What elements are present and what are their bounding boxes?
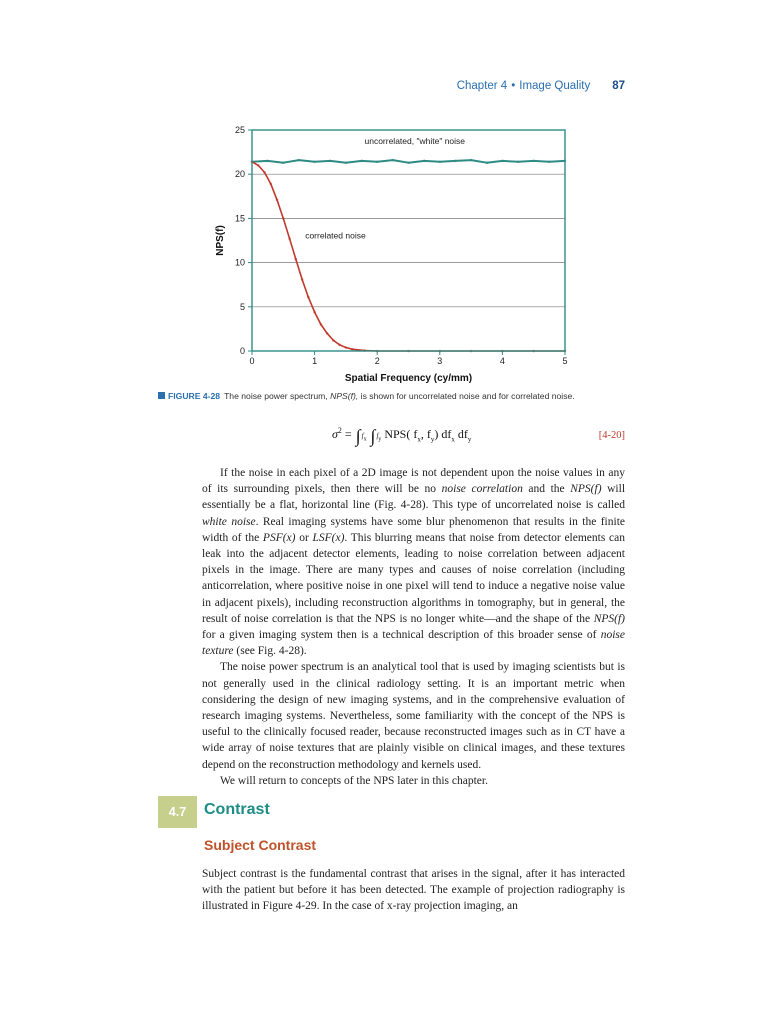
paragraph-1 bbox=[202, 465, 625, 659]
eq-dfx-idx: x bbox=[451, 435, 455, 444]
data-point bbox=[313, 311, 316, 314]
data-point bbox=[454, 160, 457, 163]
data-point bbox=[295, 258, 298, 261]
eq-body: NPS( f bbox=[384, 427, 418, 441]
p1-g: . Real imaging systems have some blur phenomenon that results in the finite width of the bbox=[202, 515, 625, 544]
eq-sub-x bbox=[361, 432, 367, 443]
data-point bbox=[532, 160, 535, 163]
eq-end: ) df bbox=[434, 427, 452, 441]
eq-integral-x: ∫ bbox=[355, 426, 361, 446]
chart-grid bbox=[252, 174, 565, 307]
p1-b: noise correlation bbox=[441, 483, 523, 496]
p1-h: PSF(x) bbox=[262, 531, 296, 544]
caption-marker-icon bbox=[158, 392, 165, 399]
x-tick-label: 4 bbox=[499, 356, 505, 366]
eq-sub-y-f: f bbox=[376, 432, 379, 440]
eq-sub-y bbox=[376, 432, 382, 443]
data-point bbox=[276, 199, 279, 202]
x-tick-label: 1 bbox=[312, 356, 318, 366]
body-text-upper bbox=[202, 465, 625, 789]
figure-label: FIGURE 4-28 bbox=[168, 391, 221, 401]
eq-sub-x-idx: x bbox=[363, 436, 367, 443]
figure-caption bbox=[158, 391, 628, 401]
eq-sub-x-f: f bbox=[361, 432, 364, 440]
x-tick-label: 0 bbox=[249, 356, 255, 366]
chart-series bbox=[251, 159, 567, 352]
y-tick-label: 0 bbox=[239, 346, 245, 356]
data-point bbox=[486, 161, 489, 164]
p1-o: (see Fig. 4-28). bbox=[233, 645, 307, 658]
data-point bbox=[517, 161, 520, 164]
eq-dfy-idx: y bbox=[467, 435, 472, 444]
data-point bbox=[351, 348, 354, 351]
paragraph-4: Subject contrast is the fundamental contrast that arises in the signal, after it has interacted with the patient but before it has been detected. The example of projection radiography is illustrated in Figure 4-29. In the case of x-ray projection imaging, an bbox=[202, 868, 625, 913]
data-point bbox=[270, 183, 273, 186]
page-number: 87 bbox=[612, 80, 625, 92]
paragraph-2: The noise power spectrum is an analytical tool that is used by imaging scientists but is not generally used in the clinical radiology setting. It is an important metric when considering the design of new imaging systems, and in the comprehensive evaluation of research imaging systems. Nevertheless, some familiarity with the concept of the NPS is useful to the clinically focused reader, because reconstructed images such as in CT have a wide array of noise textures that are plainly visible on clinical images, and these textures depend on the reconstruction methodology and kernels used. bbox=[202, 661, 625, 771]
paragraph-3: We will return to concepts of the NPS later in this chapter. bbox=[220, 774, 488, 787]
nps-chart bbox=[205, 118, 585, 388]
eq-sub-y-idx: y bbox=[378, 436, 382, 443]
data-point bbox=[501, 160, 504, 163]
running-header bbox=[457, 80, 625, 92]
caption-term: NPS(f), bbox=[330, 391, 359, 401]
data-point bbox=[307, 296, 310, 299]
subsection-title: Subject Contrast bbox=[204, 837, 317, 853]
data-point bbox=[360, 160, 363, 163]
eq-fx-idx: x bbox=[417, 435, 421, 444]
p1-l: NPS(f) bbox=[593, 612, 625, 625]
data-point bbox=[345, 346, 348, 349]
x-tick-label: 2 bbox=[374, 356, 380, 366]
data-point bbox=[407, 161, 410, 164]
y-tick-label: 10 bbox=[234, 257, 245, 268]
data-point bbox=[439, 161, 442, 164]
equation-4-20 bbox=[332, 426, 471, 447]
eq-comma: , f bbox=[420, 427, 431, 441]
data-point bbox=[257, 164, 260, 167]
data-point bbox=[326, 332, 329, 335]
body-text-lower bbox=[202, 866, 625, 915]
p1-e: will essentially be a flat, horizontal line (Fig. 4-28). This type of uncorrelated noise is called bbox=[202, 483, 626, 512]
eq-sigma: σ bbox=[332, 427, 338, 441]
p1-n: noise texture bbox=[202, 629, 625, 658]
y-tick-label: 25 bbox=[234, 125, 245, 135]
y-tick-label: 20 bbox=[234, 169, 245, 180]
data-point bbox=[345, 161, 348, 164]
chart-annotation: correlated noise bbox=[305, 230, 366, 241]
eq-sup: 2 bbox=[337, 426, 342, 435]
p1-a: If the noise in each pixel of a 2D image is not dependent upon the noise values in any of its surrounding pixels, then there will be no bbox=[202, 467, 625, 496]
data-point bbox=[376, 161, 379, 164]
y-axis-label: NPS(f) bbox=[215, 225, 226, 256]
data-point bbox=[320, 323, 323, 326]
data-point bbox=[329, 160, 332, 163]
p1-f: white noise bbox=[202, 515, 256, 528]
data-point bbox=[470, 159, 473, 162]
data-point bbox=[332, 339, 335, 342]
y-tick-label: 5 bbox=[239, 301, 245, 312]
caption-text-before: The noise power spectrum, bbox=[224, 391, 328, 401]
p1-m: for a given imaging system then is a technical description of this broader sense of bbox=[202, 629, 601, 642]
header-separator: • bbox=[511, 80, 516, 92]
nps-chart-svg bbox=[205, 118, 585, 388]
caption-text-after: is shown for uncorrelated noise and for correlated noise. bbox=[360, 391, 575, 401]
y-tick-label: 15 bbox=[234, 213, 245, 224]
data-point bbox=[282, 161, 285, 164]
correlated-noise-line bbox=[252, 162, 565, 351]
x-axis-label: Spatial Frequency (cy/mm) bbox=[344, 373, 473, 384]
section-number-box: 4.7 bbox=[158, 796, 197, 828]
data-point bbox=[298, 159, 301, 162]
data-point bbox=[288, 237, 291, 240]
x-tick-label: 5 bbox=[562, 356, 568, 366]
data-point bbox=[313, 161, 316, 164]
eq-integral-y: ∫ bbox=[370, 426, 376, 446]
data-point bbox=[423, 160, 426, 163]
data-point bbox=[301, 278, 304, 281]
eq-fy-idx: y bbox=[430, 435, 435, 444]
section-title: Contrast bbox=[204, 801, 270, 818]
equation-number: [4-20] bbox=[598, 430, 625, 441]
data-point bbox=[266, 160, 269, 163]
eq-dfy: df bbox=[454, 427, 468, 441]
header-section: Image Quality bbox=[519, 80, 591, 92]
p1-k: . This blurring means that noise from detector elements can leak into the adjacent detector elements, leading to noise correlation between adjacent pixels in the image. There are many types and causes of noise correlation (including anticorrelation, where positive noise in one pixel will tend to induce a negative noise value in adjacent pixels), including reconstruction algorithms in tomography, but in general, the result of noise correlation is that the NPS is no longer white—and the shape of the bbox=[202, 531, 625, 625]
x-tick-label: 3 bbox=[437, 356, 443, 366]
data-point bbox=[282, 217, 285, 220]
data-point bbox=[338, 344, 341, 347]
p1-c: and the bbox=[522, 483, 571, 496]
eq-equals: = bbox=[344, 427, 352, 441]
data-point bbox=[263, 171, 266, 174]
header-chapter: Chapter 4 bbox=[456, 80, 508, 92]
chart-annotations bbox=[305, 136, 465, 241]
data-point bbox=[548, 161, 551, 164]
data-point bbox=[392, 159, 395, 162]
chart-annotation: uncorrelated, "white" noise bbox=[364, 136, 466, 147]
p1-d: NPS(f) bbox=[570, 483, 602, 496]
p1-i: or bbox=[295, 531, 313, 544]
p1-j: LSF(x) bbox=[312, 531, 345, 544]
